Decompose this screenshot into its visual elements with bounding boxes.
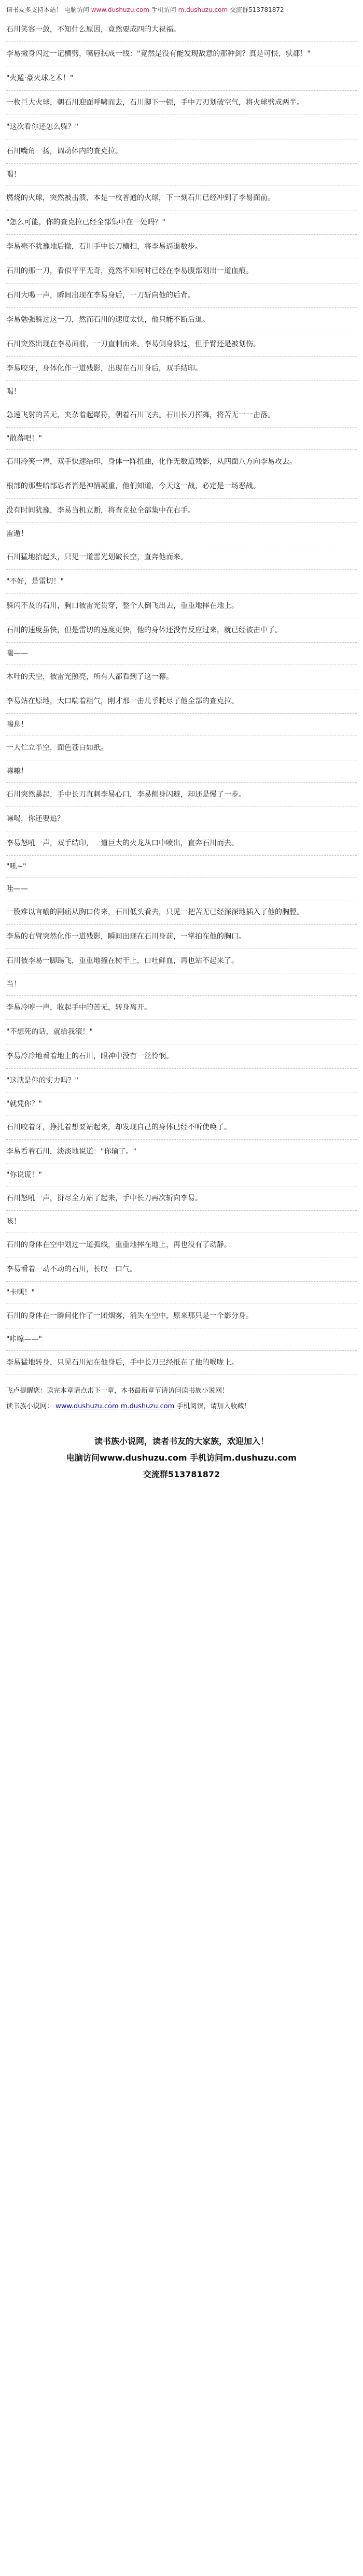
chapter-paragraph: 石川猛地抬起头，只见一道雷光划破长空，直奔他而来。 (6, 545, 357, 570)
chapter-paragraph: "不好，是雷切！" (6, 570, 357, 594)
chapter-paragraph: 喘息！ (6, 714, 357, 736)
chapter-paragraph: 喝！ (6, 164, 357, 186)
chapter-paragraph: 石川的身体在空中划过一道弧线，重重地摔在地上，再也没有了动静。 (6, 1233, 357, 1257)
chapter-paragraph: 石川突然出现在李易面前，一刀直刺而来。李易侧身躲过，但手臂还是被划伤。 (6, 332, 357, 357)
chapter-paragraph: 李易看着石川，淡淡地说道："你输了。" (6, 1140, 357, 1164)
chapter-paragraph: 燃烧的火球，突然被击溃，本是一枚普通的火球，下一刻石川已经冲到了李易面前。 (6, 186, 357, 210)
footer-qq-group: 交流群513781872 (143, 1469, 220, 1479)
footer-links-label: 读书族小说网： (6, 1403, 54, 1410)
chapter-paragraph: "吼~" (6, 856, 357, 878)
chapter-paragraph: 一人伫立半空，面色苍白如纸。 (6, 736, 357, 760)
chapter-paragraph: "不想死的话，就给我滚！" (6, 1020, 357, 1044)
chapter-paragraph: "你说谎！" (6, 1164, 357, 1186)
site-header (0, 0, 363, 18)
chapter-paragraph: 李易冷冷地看着地上的石川，眼神中没有一丝怜悯。 (6, 1044, 357, 1069)
chapter-paragraph: 石川笑容一敛，不知什么原因，竟然要成四的大祝福。 (6, 18, 357, 42)
chapter-paragraph: 喝！ (6, 381, 357, 403)
chapter-paragraph: 李易毫不犹豫地后撤，石川手中长刀横扫，将李易逼退数步。 (6, 235, 357, 259)
footer-slogan: 读书族小说网，读者书友的大家族，欢迎加入！ (94, 1436, 269, 1446)
footer-access: 电脑访问www.dushuzu.com 手机访问m.dushuzu.com (66, 1453, 297, 1463)
chapter-paragraph: 李易的右臂突然化作一道残影，瞬间出现在石川身前，一掌拍在他的胸口。 (6, 925, 357, 949)
chapter-paragraph: 石川突然暴起，手中长刀直刺李易心口，李易侧身闪避，却还是慢了一步。 (6, 783, 357, 807)
chapter-paragraph: 咳！ (6, 1211, 357, 1233)
chapter-paragraph: 李易怒吼一声，双手结印，一道巨大的火龙从口中喷出，直奔石川而去。 (6, 831, 357, 856)
chapter-paragraph: 当！ (6, 973, 357, 996)
chapter-paragraph: 李易站在原地，大口喘着粗气，刚才那一击几乎耗尽了他全部的查克拉。 (6, 689, 357, 714)
chapter-paragraph: 没有时间犹豫，李易当机立断，将查克拉全部集中在右手。 (6, 499, 357, 523)
chapter-paragraph: 石川的速度虽快，但是雷切的速度更快，他的身体还没有反应过来，就已经被击中了。 (6, 618, 357, 643)
header-qq-group: 交流群513781872 (229, 6, 284, 13)
chapter-paragraph: "这次看你还怎么躲？" (6, 115, 357, 139)
footer-tail: 手机阅读，请加入收藏！ (176, 1403, 251, 1410)
header-pc-link[interactable]: www.dushuzu.com (91, 6, 149, 13)
footer-links-row (6, 1399, 357, 1414)
chapter-paragraph: 嗤—— (6, 643, 357, 665)
chapter-paragraph: 一枚巨大火球，朝石川迎面呼啸而去，石川脚下一顿，手中刀刃划破空气，将火球劈成两半。 (6, 91, 357, 115)
chapter-paragraph: 雷遁！ (6, 523, 357, 545)
chapter-paragraph: "这就是你的实力吗？" (6, 1069, 357, 1093)
chapter-paragraph: 躲闪不及的石川，胸口被雷光贯穿，整个人倒飞出去，重重地摔在地上。 (6, 594, 357, 618)
chapter-paragraph: 李易冷哼一声，收起手中的苦无，转身离开。 (6, 996, 357, 1020)
header-pc-label: 电脑访问 (64, 6, 89, 13)
chapter-paragraph: 李易咬牙，身体化作一道残影，出现在石川身后，双手结印。 (6, 357, 357, 381)
footer-links (0, 1375, 363, 1418)
chapter-paragraph: 嘛喝，你还要追？ (6, 807, 357, 831)
chapter-content (0, 18, 363, 1375)
footer-box (36, 1423, 327, 1493)
header-mobile-link[interactable]: m.dushuzu.com (178, 6, 228, 13)
chapter-paragraph: "卡嘿！" (6, 1282, 357, 1304)
header-prefix: 请书友多支持本站！ (6, 6, 63, 13)
header-mobile-label: 手机访问 (151, 6, 176, 13)
chapter-paragraph: 嘛嘛！ (6, 760, 357, 783)
chapter-paragraph: 李易猛地转身，只见石川站在他身后，手中长刀已经抵在了他的喉咙上。 (6, 1351, 357, 1375)
chapter-paragraph: 石川大喝一声，瞬间出现在李易身后，一刀斩向他的后背。 (6, 284, 357, 308)
chapter-paragraph: 急速飞射的苦无，夹杂着起爆符，朝着石川飞去。石川长刀挥舞，将苦无一一击落。 (6, 403, 357, 428)
chapter-paragraph: "咔嚓——" (6, 1328, 357, 1351)
chapter-paragraph: 石川被李易一脚踢飞，重重地撞在树干上，口吐鲜血，再也站不起来了。 (6, 949, 357, 973)
chapter-paragraph: 李易撇身闪过一记横劈，嘴唇抿成一线："竟然是没有能发现敌意的那种剑？真是可恨，驮都！" (6, 42, 357, 66)
chapter-paragraph: 石川的那一刀，看似平平无奇，竟然不知何时已经在李易腹部划出一道血痕。 (6, 259, 357, 284)
chapter-paragraph: 李易勉强躲过这一刀，然而石川的速度太快，他只能不断后退。 (6, 308, 357, 332)
chapter-paragraph: "火遁·豪火球之术！" (6, 66, 357, 91)
chapter-paragraph: 石川嘴角一扬，调动体内的查克拉。 (6, 139, 357, 164)
chapter-paragraph: 石川咬着牙，挣扎着想要站起来，却发现自己的身体已经不听使唤了。 (6, 1115, 357, 1140)
chapter-paragraph: "怎么可能，你的查克拉已经全部集中在一处吗？" (6, 210, 357, 235)
chapter-paragraph: 石川冷笑一声，双手快速结印，身体一阵扭曲，化作无数道残影，从四面八方向李易攻去。 (6, 450, 357, 474)
chapter-paragraph: 石川的身体在一瞬间化作了一团烟雾，消失在空中，原来那只是一个影分身。 (6, 1304, 357, 1328)
chapter-paragraph: 一股难以言喻的剧痛从胸口传来，石川低头看去，只见一把苦无已经深深地插入了他的胸膛。 (6, 900, 357, 925)
chapter-paragraph: 李易看着一动不动的石川，长叹一口气。 (6, 1257, 357, 1282)
footer-link-www[interactable]: www.dushuzu.com (55, 1403, 119, 1410)
chapter-paragraph: "散落吧！" (6, 428, 357, 450)
chapter-paragraph: "就凭你？" (6, 1093, 357, 1115)
chapter-paragraph: 木叶的天空，被雷光照亮，所有人都看到了这一幕。 (6, 665, 357, 689)
footer-link-mobile[interactable]: m.dushuzu.com (120, 1403, 175, 1410)
footer-prompt: 飞卢提醒您：读完本章请点击下一章，本书最新章节请访问读书族小说网！ (6, 1387, 229, 1395)
chapter-paragraph: 根部的那些暗部忍者皆是神情凝重，他们知道，今天这一战，必定是一场恶战。 (6, 474, 357, 499)
chapter-paragraph: 石川怒吼一声，拼尽全力站了起来，手中长刀再次斩向李易。 (6, 1186, 357, 1211)
chapter-paragraph: 哇—— (6, 878, 357, 900)
